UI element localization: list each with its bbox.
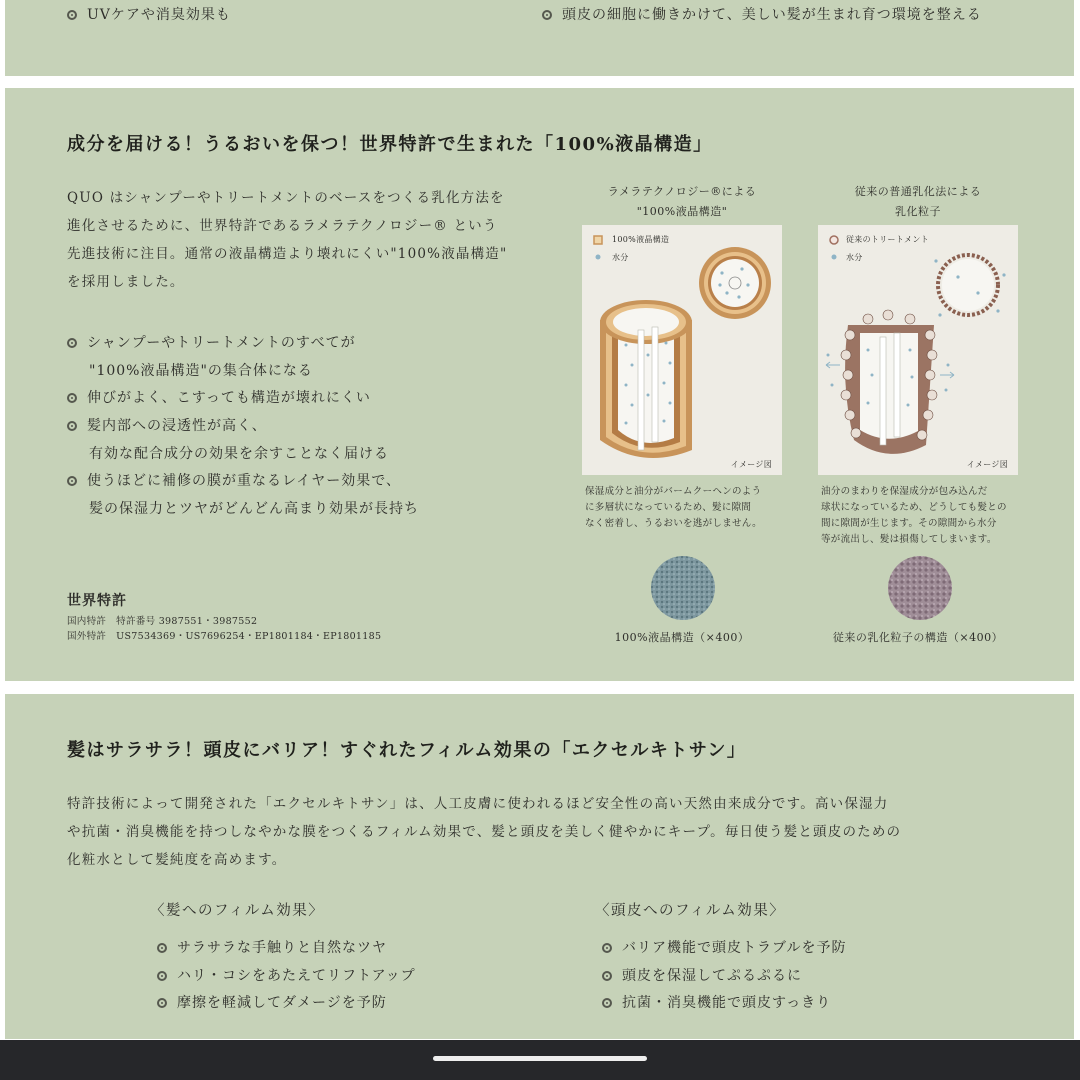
bullet-marker-icon <box>67 476 77 486</box>
benefit-item-cont: 髪の保湿力とツヤがどんどん高まり効果が長持ち <box>89 501 419 517</box>
bullet-uv-care: UVケアや消臭効果も <box>67 4 231 24</box>
chitosan-title: 髪はサラサラ！頭皮にバリア！すぐれたフィルム効果の「エクセルキトサン」 <box>67 740 747 761</box>
micrograph-emulsion <box>887 555 953 621</box>
diagram-right-title: 従来の普通乳化法による 乳化粒子 <box>854 185 982 218</box>
bullet-marker-icon <box>67 10 77 20</box>
system-navigation-bar <box>0 1040 1080 1080</box>
benefit-item: 伸びがよく、こすっても構造が壊れにくい <box>67 387 371 407</box>
bullet-marker-icon <box>157 943 167 953</box>
bullet-marker-icon <box>67 338 77 348</box>
legend-water: 水分 <box>846 253 863 262</box>
image-note: イメージ図 <box>730 460 772 469</box>
legend-lamellar: 100%液晶構造 <box>612 235 670 244</box>
diagram-left-title: ラメラテクノロジー®による "100%液晶構造" <box>607 185 757 218</box>
scalp-effect-item: 頭皮を保湿してぷるぷるに <box>602 965 802 985</box>
bullet-marker-icon <box>602 943 612 953</box>
benefit-item: 髪内部への浸透性が高く、 <box>67 415 267 435</box>
chitosan-panel <box>5 694 1074 1039</box>
scalp-film-effects <box>595 899 847 1011</box>
bullet-marker-icon <box>157 971 167 981</box>
bullet-marker-icon <box>602 998 612 1008</box>
chitosan-body: 特許技術によって開発された「エクセルキトサン」は、人工皮膚に使われるほど安全性の高い天然由来成分です。高い保湿力 や抗菌・消臭機能を持つしなやかな膜をつくるフィルム効果で、髪と頭皮を美しく健やかにキープ。毎日使う髪と頭皮のための 化粧水として髪純度を高めます。 <box>67 796 902 868</box>
legend-conventional: 従来のトリートメント <box>846 235 929 244</box>
bullet-marker-icon <box>602 971 612 981</box>
scalp-effect-item: 抗菌・消臭機能で頭皮すっきり <box>602 992 831 1012</box>
hair-effect-item: 摩擦を軽減してダメージを予防 <box>157 992 387 1012</box>
benefit-item: シャンプーやトリートメントのすべてが <box>67 332 356 352</box>
hair-effect-item: ハリ・コシをあたえてリフトアップ <box>157 965 416 985</box>
scalp-film-heading: 〈頭皮へのフィルム効果〉 <box>595 903 786 919</box>
bullet-marker-icon <box>67 421 77 431</box>
benefit-item-cont: "100%液晶構造"の集合体になる <box>89 363 313 379</box>
patent-info <box>67 590 382 642</box>
hair-film-effects <box>150 899 416 1011</box>
liquid-crystal-intro: QUO はシャンプーやトリートメントのベースをつくる乳化方法を 進化させるために、世界特許であるラメラテクノロジー® という 先進技術に注目。通常の液晶構造より壊れにくい"100%液晶構造" を採用しました。 <box>67 190 508 290</box>
liquid-crystal-title: 成分を届ける！うるおいを保つ！世界特許で生まれた「100%液晶構造」 <box>67 134 713 155</box>
diagram-lamellar-structure <box>582 225 782 475</box>
benefit-item: 使うほどに補修の膜が重なるレイヤー効果で、 <box>67 470 401 490</box>
bullet-marker-icon <box>157 998 167 1008</box>
image-note: イメージ図 <box>966 460 1008 469</box>
hair-effect-item: サラサラな手触りと自然なツヤ <box>157 937 387 957</box>
liquid-crystal-panel <box>5 88 1074 681</box>
legend-water: 水分 <box>612 253 629 262</box>
micrograph-lamellar-caption: 100%液晶構造（×400） <box>614 631 750 644</box>
features-panel-top <box>5 0 1074 76</box>
patent-domestic: 国内特許 特許番号 3987551・3987552 <box>67 616 258 627</box>
diagram-emulsion-structure <box>818 225 1018 475</box>
micrograph-emulsion-caption: 従来の乳化粒子の構造（×400） <box>832 631 1004 644</box>
bullet-marker-icon <box>542 10 552 20</box>
hair-film-heading: 〈髪へのフィルム効果〉 <box>150 903 325 919</box>
bullet-scalp-cells: 頭皮の細胞に働きかけて、美しい髪が生まれ育つ環境を整える <box>542 4 982 24</box>
patent-heading: 世界特許 <box>67 593 127 609</box>
home-gesture-handle[interactable] <box>433 1056 647 1061</box>
benefit-item-cont: 有効な配合成分の効果を余すことなく届ける <box>89 446 389 462</box>
diagram-right-caption: 油分のまわりを保湿成分が包み込んだ 球状になっているため、どうしても髪との 間に隙間が生じます。その隙間から水分 等が流出し、髪は損傷してしまいます。 <box>821 486 1007 545</box>
scalp-effect-item: バリア機能で頭皮トラブルを予防 <box>602 937 846 957</box>
bullet-marker-icon <box>67 393 77 403</box>
diagram-left-caption: 保湿成分と油分がバームクーヘンのよう に多層状になっているため、髪に隙間 なく密着し、うるおいを逃がしません。 <box>585 486 762 529</box>
patent-international: 国外特許 US7534369・US7696254・EP1801184・EP1801185 <box>67 631 382 642</box>
micrograph-lamellar <box>650 555 716 621</box>
